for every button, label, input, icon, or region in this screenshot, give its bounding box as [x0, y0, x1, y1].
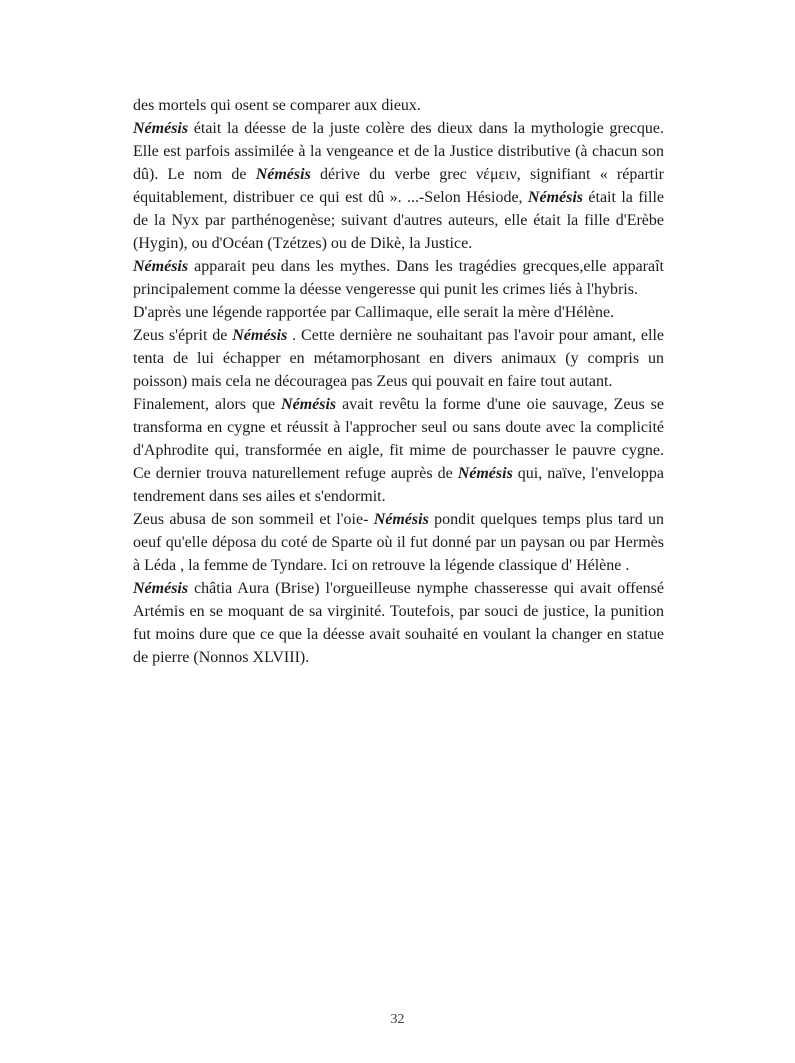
paragraph — [133, 94, 664, 117]
text-run: châtia Aura (Brise) l'orgueilleuse nymphe chasseresse qui avait offensé Artémis en se moquant de sa virginité. Toutefois, par souci de justice, la punition fut moins dure que ce que la déesse avait souhaité en voulant la changer en statue de pierre (Nonnos XLVIII). — [133, 580, 664, 666]
text-run: D'après une légende rapportée par Callimaque, elle serait la mère d'Hélène. — [133, 304, 615, 321]
text-run: qui, naïve, l'enveloppa tendrement dans ses ailes et s'endormit. — [133, 465, 664, 505]
paragraph — [133, 301, 664, 324]
paragraph — [133, 508, 664, 577]
text-run: dérive du verbe grec νέμειν, signifiant « répartir équitablement, distribuer ce qui est dû ». ...-Selon Hésiode, — [133, 166, 665, 206]
page-text-block — [133, 94, 664, 669]
nemesis-emphasis: Némésis — [373, 511, 429, 528]
text-run: des mortels qui osent se comparer aux dieux. — [133, 97, 421, 114]
paragraph — [133, 117, 664, 255]
text-run: avait revêtu la forme d'une oie sauvage, Zeus se transforma en cygne et réussit à l'approcher seul ou sans doute avec la complicité d'Aphrodite qui, transformée en aigle, fit mime de pourchasser le pauvre cygne. Ce dernier trouva naturellement refuge auprès de — [133, 396, 665, 482]
text-run: pondit quelques temps plus tard un oeuf qu'elle déposa du coté de Sparte où il fut donné par un paysan ou par Hermès à Léda , la femme de Tyndare. Ici on retrouve la légende classique d' Hélène . — [133, 511, 665, 574]
paragraph — [133, 393, 664, 508]
text-run: Zeus s'éprit de — [133, 327, 233, 344]
text-run: apparait peu dans les mythes. Dans les tragédies grecques,elle apparaît principalement comme la déesse vengeresse qui punit les crimes liés à l'hybris. — [133, 258, 664, 298]
nemesis-emphasis: Némésis — [133, 258, 189, 275]
paragraph — [133, 577, 664, 669]
page-number: 32 — [390, 1012, 405, 1027]
nemesis-emphasis: Némésis — [133, 120, 189, 137]
text-run: Finalement, alors que — [133, 396, 282, 413]
nemesis-emphasis: Némésis — [133, 580, 189, 597]
paragraph — [133, 324, 664, 393]
text-run: Zeus abusa de son sommeil et l'oie- — [133, 511, 374, 528]
paragraph — [133, 255, 664, 301]
nemesis-emphasis: Némésis — [457, 465, 513, 482]
text-run: était la déesse de la juste colère des dieux dans la mythologie grecque. Elle est parfois assimilée à la vengeance et de la Justice distributive (à chacun son dû). Le nom de — [133, 120, 664, 183]
text-run: . Cette dernière ne souhaitant pas l'avoir pour amant, elle tenta de lui échapper en métamorphosant en divers animaux (y compris un poisson) mais cela ne découragea pas Zeus qui pouvait en faire tout autant. — [133, 327, 664, 390]
nemesis-emphasis: Némésis — [527, 189, 584, 206]
nemesis-emphasis: Némésis — [281, 396, 337, 413]
nemesis-emphasis: Némésis — [255, 166, 311, 183]
nemesis-emphasis: Némésis — [232, 327, 288, 344]
text-run: était la fille de la Nyx par parthénogenèse; suivant d'autres auteurs, elle était la fille d'Erèbe (Hygin), ou d'Océan (Tzétzes) ou de Dikè, la Justice. — [133, 189, 664, 252]
